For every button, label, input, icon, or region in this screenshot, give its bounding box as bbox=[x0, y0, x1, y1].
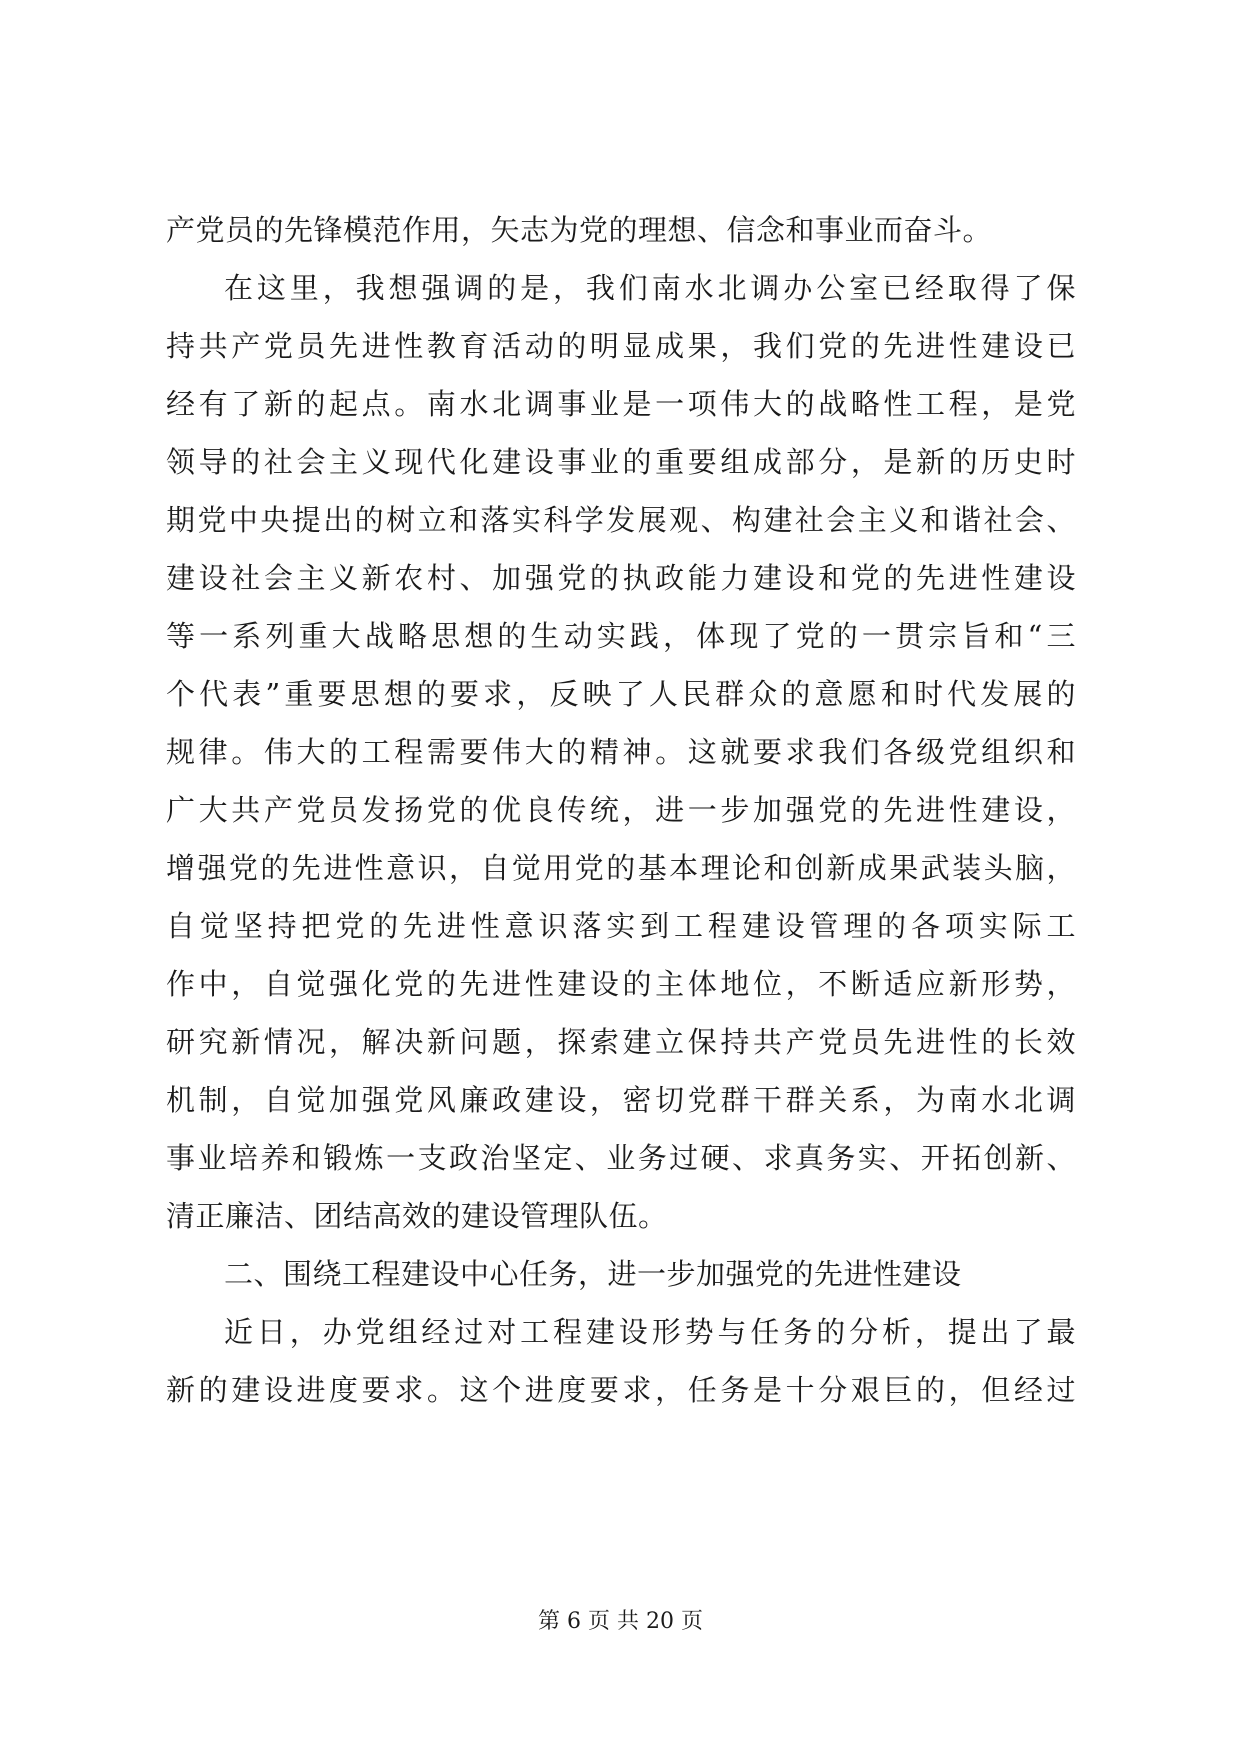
text-line: 自觉坚持把党的先进性意识落实到工程建设管理的各项实际工 bbox=[166, 909, 1076, 943]
text-line: 二、围绕工程建设中心任务，进一步加强党的先进性建设 bbox=[224, 1257, 962, 1291]
text-line: 增强党的先进性意识，自觉用党的基本理论和创新成果武装头脑， bbox=[166, 851, 1076, 885]
text-line: 建设社会主义新农村、加强党的执政能力建设和党的先进性建设 bbox=[166, 561, 1076, 595]
text-line: 期党中央提出的树立和落实科学发展观、构建社会主义和谐社会、 bbox=[166, 503, 1076, 537]
text-line: 领导的社会主义现代化建设事业的重要组成部分，是新的历史时 bbox=[166, 445, 1076, 479]
text-line: 清正廉洁、团结高效的建设管理队伍。 bbox=[166, 1199, 668, 1233]
page-footer: 第 6 页 共 20 页 bbox=[538, 1609, 703, 1634]
text-line: 事业培养和锻炼一支政治坚定、业务过硬、求真务实、开拓创新、 bbox=[166, 1141, 1076, 1175]
text-line: 作中，自觉强化党的先进性建设的主体地位，不断适应新形势， bbox=[166, 967, 1076, 1001]
text-line: 研究新情况，解决新问题，探索建立保持共产党员先进性的长效 bbox=[166, 1025, 1076, 1059]
text-line: 规律。伟大的工程需要伟大的精神。这就要求我们各级党组织和 bbox=[166, 735, 1076, 769]
text-line: 广大共产党员发扬党的优良传统，进一步加强党的先进性建设， bbox=[166, 793, 1076, 827]
text-line: 个代表”重要思想的要求，反映了人民群众的意愿和时代发展的 bbox=[166, 677, 1076, 711]
text-line: 产党员的先锋模范作用，矢志为党的理想、信念和事业而奋斗。 bbox=[166, 213, 993, 247]
text-line: 在这里，我想强调的是，我们南水北调办公室已经取得了保 bbox=[224, 271, 1076, 305]
text-line: 近日，办党组经过对工程建设形势与任务的分析，提出了最 bbox=[224, 1315, 1076, 1349]
text-line: 持共产党员先进性教育活动的明显成果，我们党的先进性建设已 bbox=[166, 329, 1076, 363]
text-line: 机制，自觉加强党风廉政建设，密切党群干群关系，为南水北调 bbox=[166, 1083, 1076, 1117]
body-text bbox=[166, 201, 1076, 1419]
text-line: 经有了新的起点。南水北调事业是一项伟大的战略性工程，是党 bbox=[166, 387, 1076, 421]
text-line: 新的建设进度要求。这个进度要求，任务是十分艰巨的，但经过 bbox=[166, 1373, 1076, 1407]
text-line: 等一系列重大战略思想的生动实践，体现了党的一贯宗旨和“三 bbox=[166, 619, 1076, 653]
